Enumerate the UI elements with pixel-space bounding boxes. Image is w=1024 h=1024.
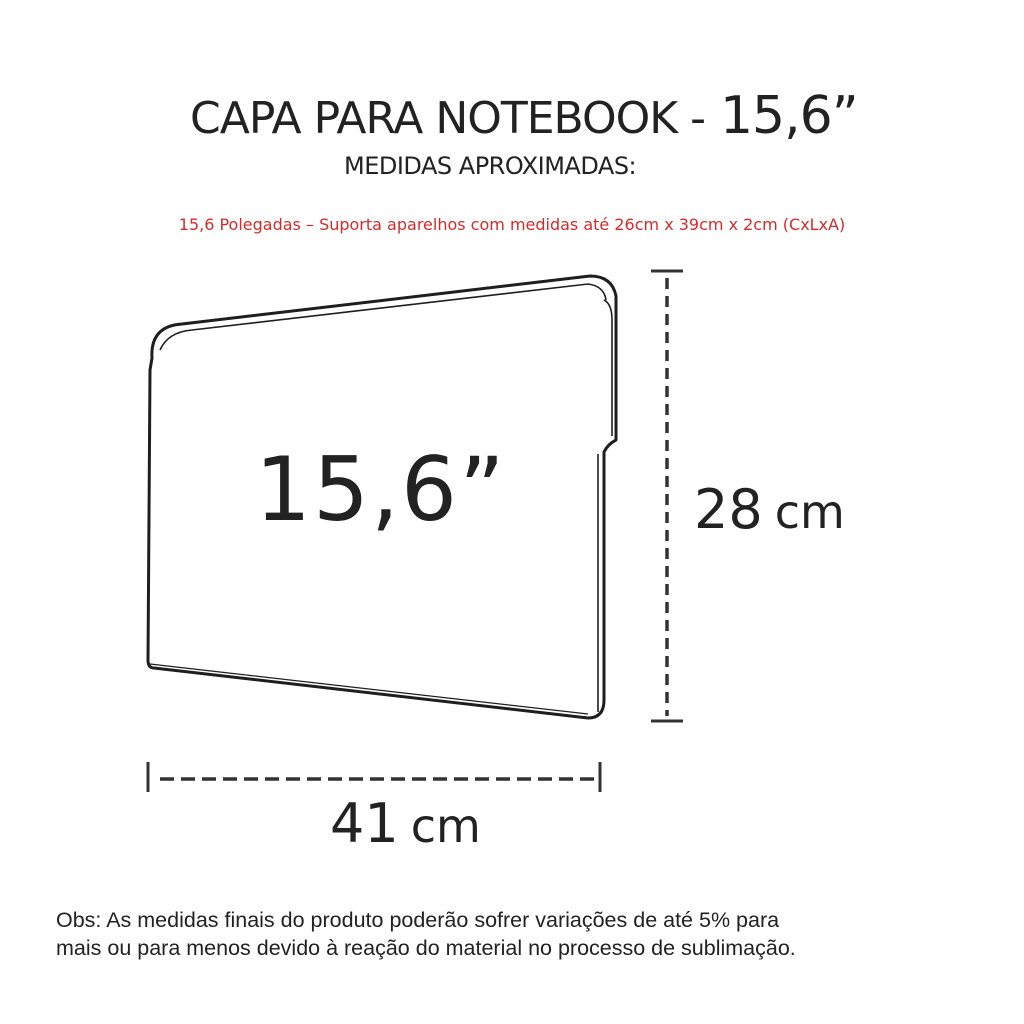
title-text: CAPA PARA NOTEBOOK - <box>190 93 705 144</box>
title-size: 15,6” <box>719 86 858 146</box>
note-line-2: mais ou para menos devido à reação do material no processo de sublimação. <box>56 936 796 960</box>
height-unit: cm <box>774 485 845 539</box>
width-value: 41 <box>330 792 399 855</box>
observation-note <box>56 906 956 962</box>
subtitle: MEDIDAS APROXIMADAS: <box>344 152 637 180</box>
spec-line: 15,6 Polegadas – Suporta aparelhos com medidas até 26cm x 39cm x 2cm (CxLxA) <box>178 215 846 234</box>
width-unit: cm <box>410 799 481 853</box>
height-value: 28 <box>694 478 763 541</box>
product-size-label: 15,6” <box>255 438 507 541</box>
height-dimension-label <box>694 478 845 541</box>
note-line-1: Obs: As medidas finais do produto poderão sofrer variações de até 5% para <box>56 908 780 932</box>
width-dimension-label <box>330 792 481 855</box>
